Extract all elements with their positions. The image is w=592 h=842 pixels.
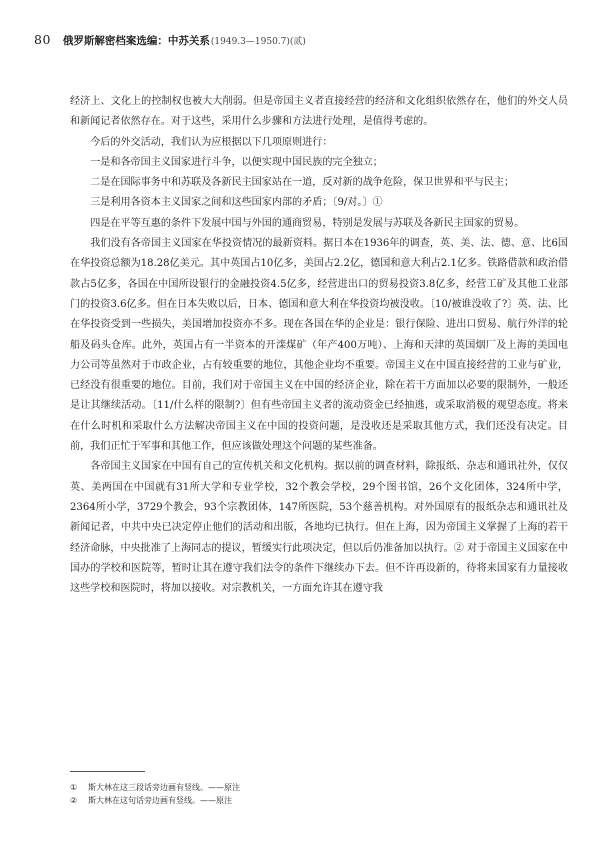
book-title: 俄罗斯解密档案选编：: [62, 35, 168, 47]
paragraph: 经济上、文化上的控制权也被大大削弱。但是帝国主义者直接经营的经济和文化组织依然存在，他们的外交人员和新闻记者依然存在。对于这些，采用什么步骤和方法进行处理，是值得考虑的。: [70, 96, 568, 128]
running-header: [34, 31, 554, 49]
footnote-divider: [70, 771, 145, 772]
paragraph: 三是利用各资本主义国家之间和这些国家内部的矛盾；〔9/对。〕①: [90, 197, 383, 209]
paragraph: 各帝国主义国家在中国有自己的宣传机关和文化机构。据以前的调查材料，除报纸、杂志和通讯社外，仅仅英、美两国在中国就有31所大学和专业学校，32个教会学校，29个图书馆，26个文化团体，324所中学，2364所小学，3729个教会，93个宗教团体，147所医院，53个慈善机构。对外国原有的报纸杂志和通讯社及新闻记者，中共中央已决定停止他们的活动和出版，各地均已执行。但在上海，因为帝国主义掌握了上海的若干经济命脉，中央批准了上海同志的提议，暂缓实行此项决定，但以后仍准备加以执行。② 对于帝国主义国家在中国办的学校和医院等，暂时让其在遵守我们法令的条件下继续办下去。但不许再设新的，待将来国家有力量接收这些学校和医院时，将加以接收。对宗教机关，一方面允许其在遵守我: [70, 461, 568, 595]
footnotes: [70, 781, 550, 807]
date-range: (1949.3—1950.7)(贰): [210, 37, 306, 47]
page-number: 80: [34, 32, 51, 47]
paragraph: 一是和各帝国主义国家进行斗争，以便实现中国民族的完全独立；: [90, 156, 383, 168]
paragraph: 今后的外交活动，我们认为应根据以下几项原则进行：: [90, 136, 333, 148]
book-subtitle: 中苏关系: [167, 35, 210, 47]
paragraph: 四是在平等互惠的条件下发展中国与外国的通商贸易，特别是发展与苏联及各新民主国家的贸易。: [90, 217, 525, 229]
footnote: [70, 781, 550, 794]
footnote-text: 斯大林在这三段话旁边画有竖线。——原注: [88, 783, 240, 792]
footnote-mark: ①: [70, 783, 78, 792]
body-text: [70, 92, 568, 599]
footnote-text: 斯大林在这句话旁边画有竖线。——原注: [88, 796, 232, 805]
footnote: [70, 794, 550, 807]
footnote-mark: ②: [70, 796, 78, 805]
paragraph: 我们没有各帝国主义国家在华投资情况的最新资料。据日本在1936年的调查，英、美、法、德、意、比6国在华投资总额为18.28亿美元。其中英国占10亿多，美国占2.2亿，德国和意大利占2.1亿多。铁路借款和政治借款占5亿多，各国在中国所设银行的金融投资4.5亿多，经营进出口的贸易投资3.8亿多，经营工矿及其他工业部门的投资3.6亿多。但在日本失败以后，日本、德国和意大利在华投资均被没收。〔10/被谁没收了?〕英、法、比在华投资受到一些损失，美国增加投资亦不多。现在各国在华的企业是：银行保险、进出口贸易、航行外洋的轮船及码头仓库。此外，英国占有一半资本的开滦煤矿（年产400万吨）、上海和天津的英国烟厂及上海的美国电力公司等虽然对于市政企业，占有较重要的地位，其他企业均不重要。帝国主义在中国直接经营的工业与矿业，已经没有很重要的地位。目前，我们对于帝国主义在中国的经济企业，除在若干方面加以必要的限制外，一般还是让其继续活动。〔11/什么样的限制?〕但有些帝国主义者的流动资金已经抽逃，或采取消极的观望态度。将来在什么时机和采取什么方法解决帝国主义在中国的投资问题，是没收还是采取其他方式，我们还没有决定。目前，我们正忙于军事和其他工作，但应该做处理这个问题的某些准备。: [70, 238, 568, 453]
paragraph: 二是在国际事务中和苏联及各新民主国家站在一道，反对新的战争危险，保卫世界和平与民主；: [90, 177, 515, 189]
